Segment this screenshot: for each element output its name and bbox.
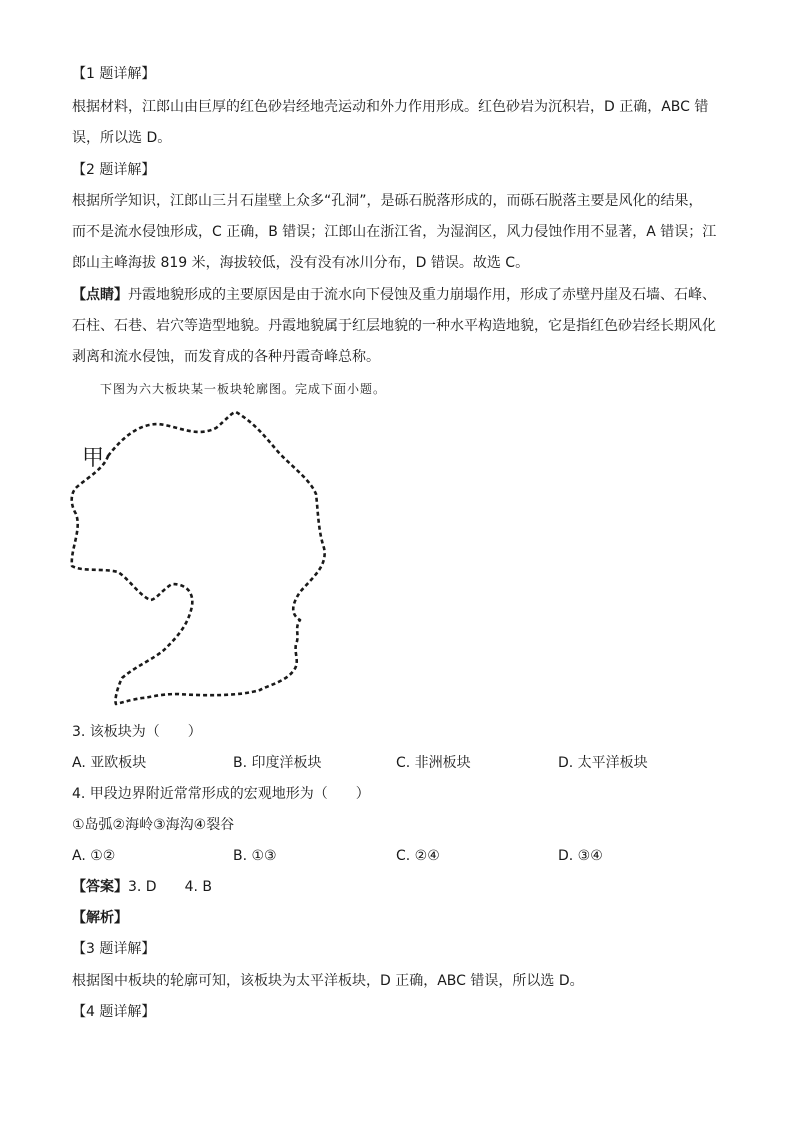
q3-detail-line: 根据图中板块的轮廓可知，该板块为太平洋板块，D 正确，ABC 错误，所以选 D。 (72, 973, 584, 989)
boundary-label-jia: 甲 (82, 446, 105, 471)
q3-option-a[interactable]: A. 亚欧板块 (72, 755, 147, 771)
q3-option-c[interactable]: C. 非洲板块 (396, 755, 471, 771)
figure-caption: 下图为六大板块某一板块轮廓图。完成下面小题。 (100, 382, 387, 396)
q4-detail-heading: 【4 题详解】 (72, 1004, 156, 1020)
answer-3: 3. D (128, 879, 157, 895)
q4-option-b[interactable]: B. ①③ (233, 848, 277, 864)
q4-choices: ①岛弧②海岭③海沟④裂谷 (72, 817, 235, 833)
q3-stem: 3. 该板块为（ ） (72, 724, 202, 740)
tip-label: 【点睛】 (72, 287, 128, 303)
analysis-label: 【解析】 (72, 910, 128, 926)
plate-outline (72, 412, 325, 704)
q2-line-1: 根据所学知识，江郎山三爿石崖壁上众多“孔洞”，是砾石脱落形成的，而砾石脱落主要是风化的结果， (72, 193, 703, 209)
q2-line-2: 而不是流水侵蚀形成，C 正确，B 错误；江郎山在浙江省，为湿润区，风力侵蚀作用不显著，A 错误；江 (72, 224, 717, 240)
q4-option-a[interactable]: A. ①② (72, 848, 116, 864)
q3-detail-heading: 【3 题详解】 (72, 941, 156, 957)
answer-line (72, 877, 212, 897)
q3-option-d[interactable]: D. 太平洋板块 (558, 755, 648, 771)
answer-4: 4. B (184, 879, 213, 895)
q1-line-1: 根据材料，江郎山由巨厚的红色砂岩经地壳运动和外力作用形成。红色砂岩为沉积岩，D 正确，ABC 错 (72, 99, 709, 115)
q4-option-c[interactable]: C. ②④ (396, 848, 440, 864)
q3-option-b[interactable]: B. 印度洋板块 (233, 755, 322, 771)
q4-stem: 4. 甲段边界附近常常形成的宏观地形为（ ） (72, 786, 370, 802)
tip-line-3: 剥离和流水侵蚀，而发育成的各种丹霞奇峰总称。 (72, 349, 380, 365)
q2-line-3: 郎山主峰海拔 819 米，海拔较低，没有没有冰川分布，D 错误。故选 C。 (72, 255, 530, 271)
q4-option-d[interactable]: D. ③④ (558, 848, 603, 864)
q1-heading: 【1 题详解】 (72, 66, 156, 82)
q1-line-2: 误，所以选 D。 (72, 130, 172, 146)
tip-text-1: 丹霞地貌形成的主要原因是由于流水向下侵蚀及重力崩塌作用，形成了赤壁丹崖及石墙、石峰、 (128, 287, 716, 303)
tip-line-1 (72, 285, 716, 305)
q2-heading: 【2 题详解】 (72, 162, 156, 178)
tip-line-2: 石柱、石巷、岩穴等造型地貌。丹霞地貌属于红层地貌的一种水平构造地貌，它是指红色砂岩经长期风化 (72, 318, 716, 334)
answer-label: 【答案】 (72, 879, 128, 895)
